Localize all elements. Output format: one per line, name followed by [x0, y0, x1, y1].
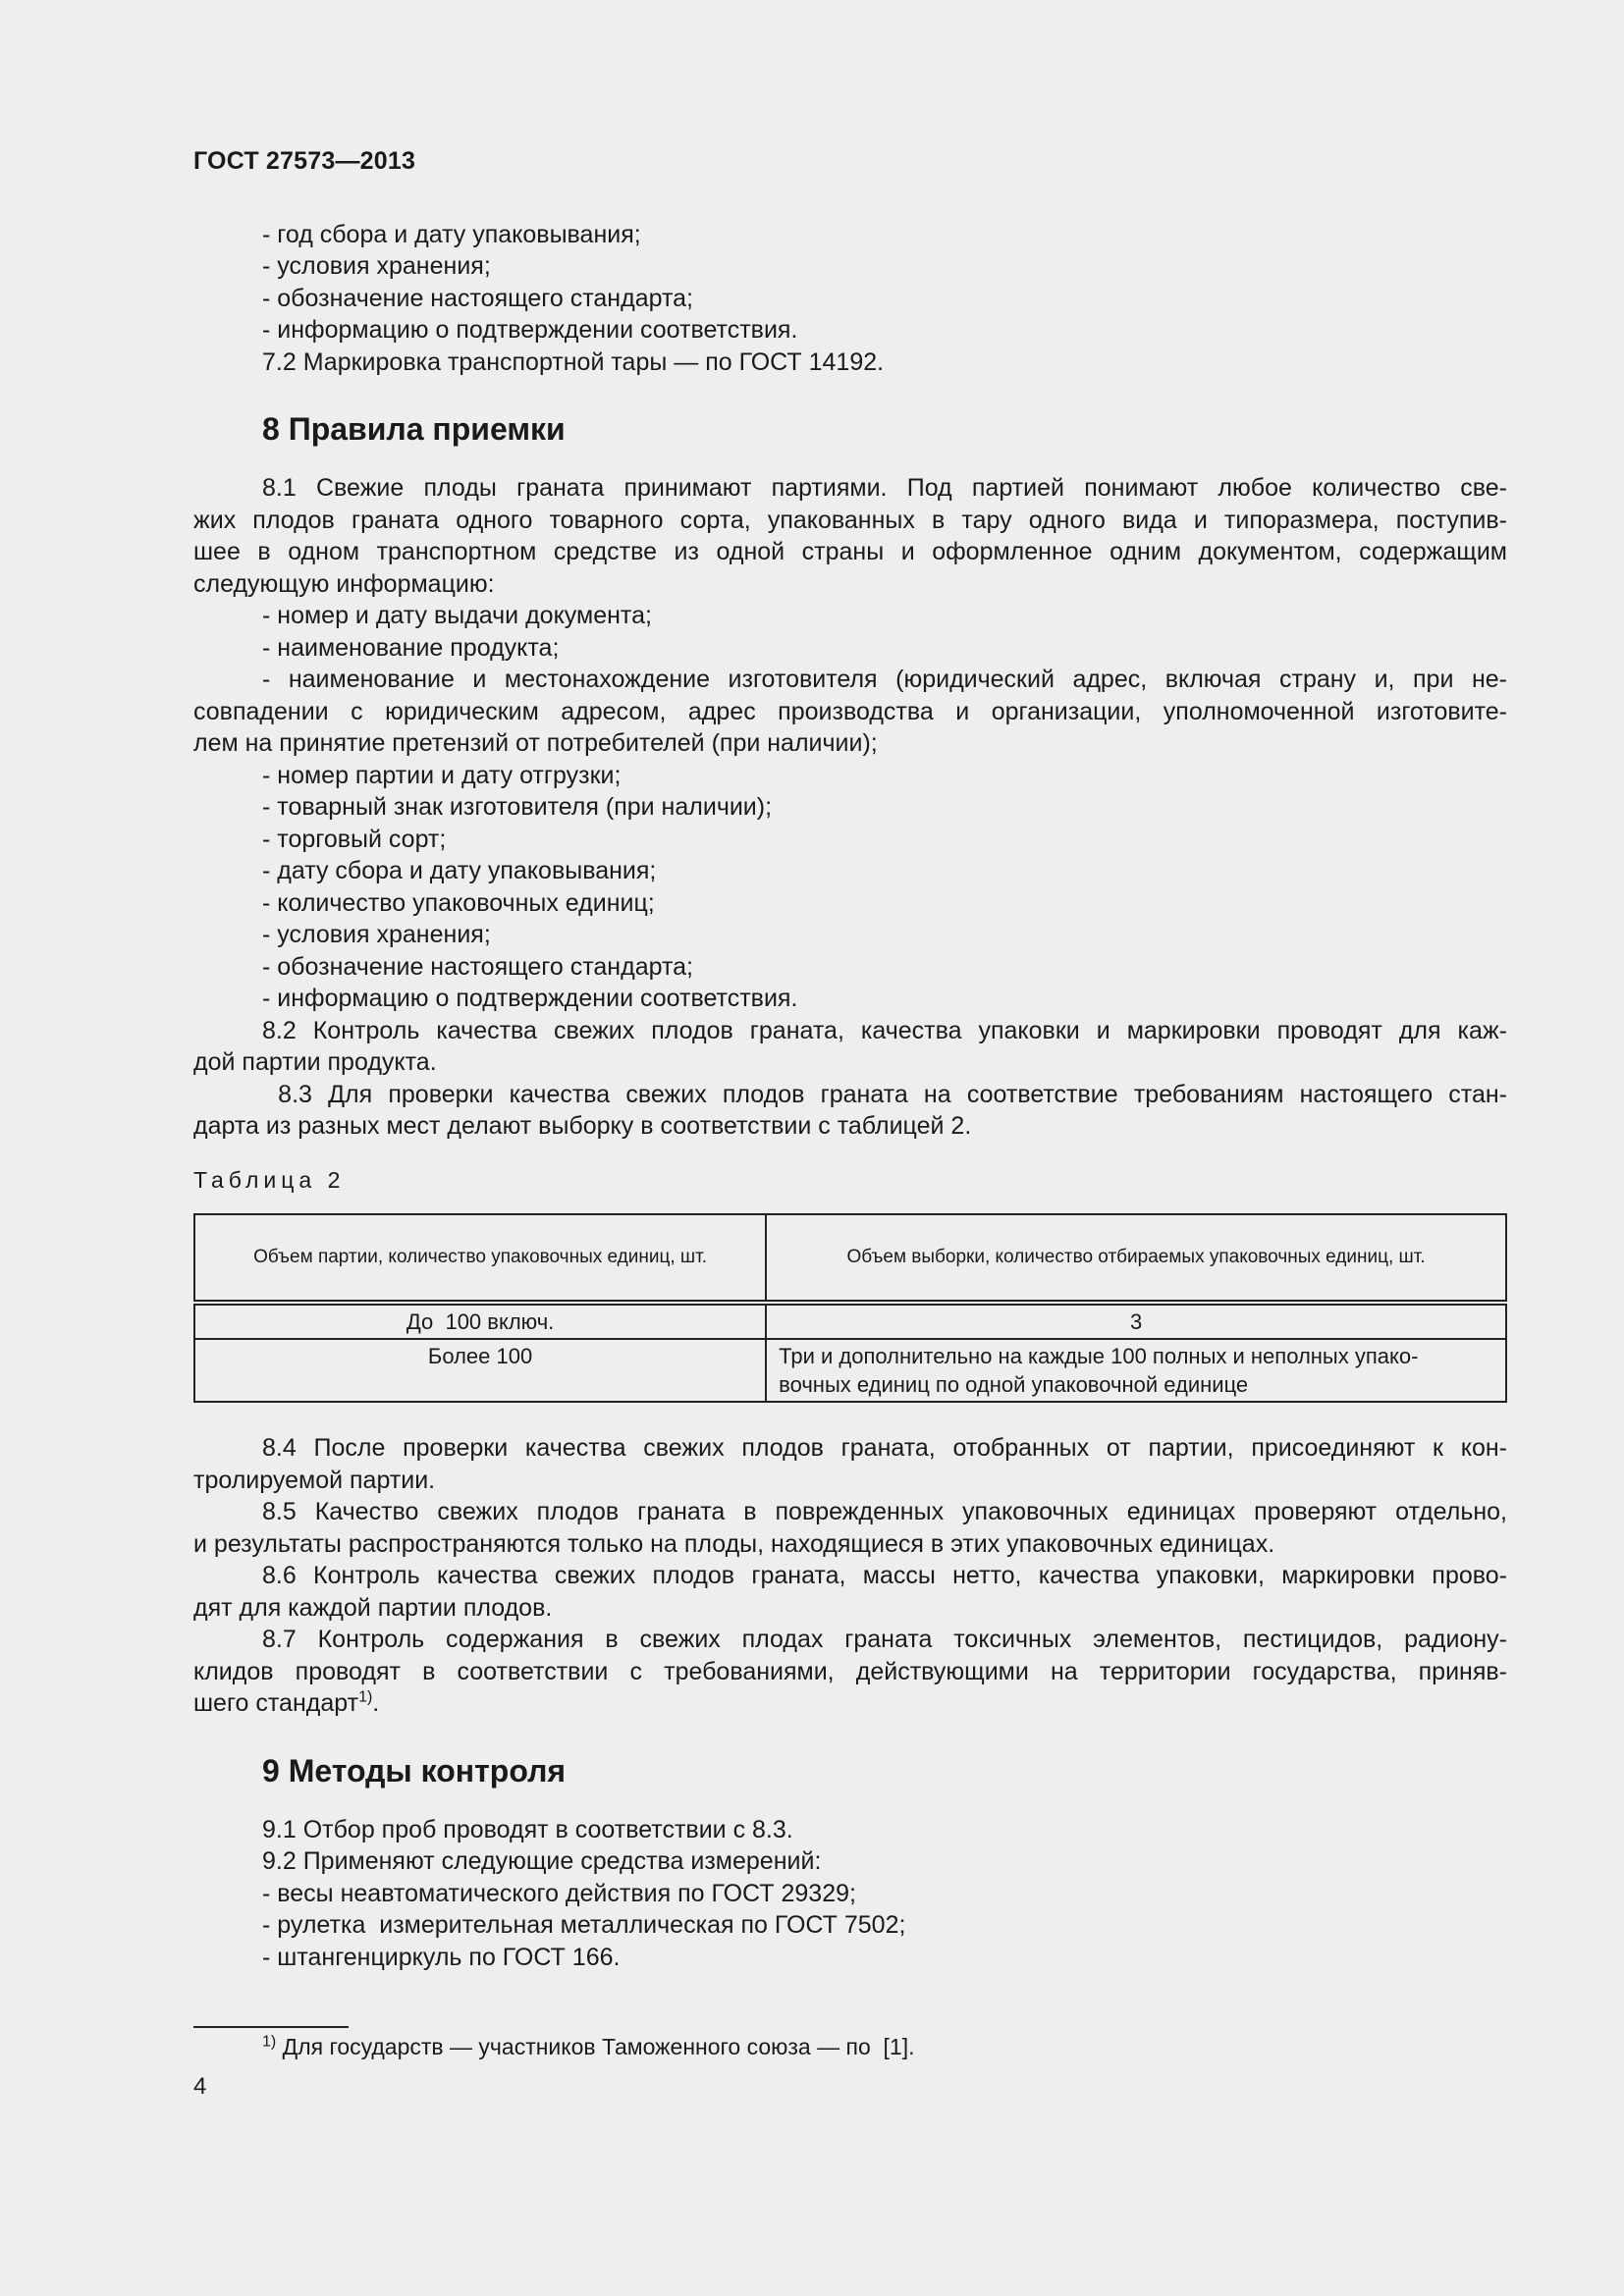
- document-page: [193, 145, 1507, 1973]
- table-cell: 3: [766, 1303, 1506, 1339]
- text-line: и результаты распространяются только на плоды, находящиеся в этих упаковочных единицах.: [193, 1529, 1275, 1558]
- list-item: - рулетка измерительная металлическая по ГОСТ 7502;: [262, 1911, 906, 1939]
- clause-8-5: [193, 1496, 1507, 1560]
- text-line: 8.7 Контроль содержания в свежих плодах граната токсичных элементов, пестицидов, радиону-: [262, 1626, 1507, 1653]
- text-line: совпадении с юридическим адресом, адрес производства и организации, уполномоченной изготовите-: [193, 697, 1507, 725]
- table-header-row: [194, 1214, 1506, 1303]
- list-item: - условия хранения;: [262, 252, 491, 280]
- footnote-separator: [193, 2026, 349, 2028]
- text-line: [193, 1687, 1507, 1720]
- text-line: 8.6 Контроль качества свежих плодов граната, массы нетто, качества упаковки, маркировки прово-: [262, 1562, 1507, 1589]
- text-line: следующую информацию:: [193, 569, 495, 598]
- text-line: дарта из разных мест делают выборку в соответствии с таблицей 2.: [193, 1112, 972, 1140]
- list-item: - дату сбора и дату упаковывания;: [262, 857, 657, 884]
- table-row: [194, 1303, 1506, 1339]
- clause-9-1: 9.1 Отбор проб проводят в соответствии с 8.3.: [262, 1815, 793, 1843]
- footnote-text: Для государств — участников Таможенного союза — по [1].: [276, 2034, 915, 2059]
- sample-size-table: [193, 1213, 1507, 1403]
- document-header: ГОСТ 27573—2013: [193, 147, 416, 175]
- table-cell: До 100 включ.: [194, 1303, 766, 1339]
- list-item: - номер и дату выдачи документа;: [262, 602, 652, 629]
- text-line: 8.3 Для проверки качества свежих плодов граната на соответствие требованиям настоящего стан-: [262, 1080, 1507, 1108]
- text-line: 8.2 Контроль качества свежих плодов граната, качества упаковки и маркировки проводят для каж-: [262, 1016, 1507, 1044]
- table-caption: Таблица 2: [193, 1166, 346, 1193]
- list-item: - количество упаковочных единиц;: [262, 888, 655, 917]
- list-item: - обозначение настоящего стандарта;: [262, 952, 693, 981]
- text-fragment: шего стандарт: [193, 1689, 359, 1717]
- list-item: - обозначение настоящего стандарта;: [262, 284, 693, 312]
- text-fragment: .: [372, 1689, 380, 1717]
- clause-8-6: [193, 1560, 1507, 1624]
- clause-7-2: 7.2 Маркировка транспортной тары — по ГОСТ 14192.: [262, 347, 885, 376]
- footnote-reference[interactable]: 1): [358, 1688, 373, 1706]
- text-line: лем на принятие претензий от потребителей (при наличии);: [193, 729, 878, 757]
- section7-tail: [193, 219, 1507, 379]
- text-line: 8.4 После проверки качества свежих плодов граната, отобранных от партии, присоединяют к кон-: [262, 1434, 1507, 1462]
- table-header-cell: Объем партии, количество упаковочных единиц, шт.: [194, 1214, 766, 1303]
- text-line: клидов проводят в соответствии с требованиями, действующими на территории государства, приняв-: [193, 1657, 1507, 1685]
- list-item: - информацию о подтверждении соответствия.: [262, 316, 798, 344]
- text-line: 8.5 Качество свежих плодов граната в поврежденных упаковочных единицах проверяют отдельно,: [262, 1498, 1507, 1525]
- list-item: - товарный знак изготовителя (при наличии);: [262, 793, 773, 821]
- text-line: дой партии продукта.: [193, 1048, 437, 1076]
- list-item: - весы неавтоматического действия по ГОСТ 29329;: [262, 1879, 856, 1907]
- footnote-marker: 1): [262, 2033, 277, 2051]
- clause-8-7: [193, 1624, 1507, 1720]
- text-line: дят для каждой партии плодов.: [193, 1593, 553, 1622]
- list-item: - торговый сорт;: [262, 825, 447, 853]
- clause-8-2: [193, 1015, 1507, 1079]
- clause-8-1: [193, 472, 1507, 1015]
- text-line: жих плодов граната одного товарного сорта, упакованных в тару одного вида и типоразмера, поступив-: [193, 506, 1507, 534]
- text-line: - наименование и местонахождение изготовителя (юридический адрес, включая страну и, при не-: [262, 666, 1507, 693]
- table-row: [194, 1339, 1506, 1402]
- text-line: тролируемой партии.: [193, 1466, 436, 1494]
- list-item: - год сбора и дату упаковывания;: [262, 220, 641, 248]
- list-item: - информацию о подтверждении соответствия.: [262, 985, 798, 1012]
- clause-8-3: [193, 1079, 1507, 1143]
- cell-line: вочных единиц по одной упаковочной единице: [779, 1372, 1249, 1397]
- list-item: - штангенциркуль по ГОСТ 166.: [262, 1943, 621, 1971]
- table-cell: [766, 1339, 1506, 1402]
- footnote: [262, 2032, 915, 2061]
- section9-title: 9 Методы контроля: [262, 1752, 567, 1789]
- section8-title: 8 Правила приемки: [262, 411, 566, 447]
- table-header-cell: Объем выборки, количество отбираемых упаковочных единиц, шт.: [766, 1214, 1506, 1303]
- clause-9-2: 9.2 Применяют следующие средства измерений:: [262, 1847, 822, 1875]
- page-number: 4: [193, 2073, 207, 2100]
- list-item: - номер партии и дату отгрузки;: [262, 761, 622, 789]
- list-item: - условия хранения;: [262, 921, 491, 948]
- list-item: - наименование продукта;: [262, 633, 560, 662]
- table-cell: Более 100: [194, 1339, 766, 1402]
- section9-body: [193, 1814, 1507, 1974]
- text-line: 8.1 Свежие плоды граната принимают партиями. Под партией понимают любое количество све-: [262, 474, 1507, 502]
- text-line: шее в одном транспортном средстве из одной страны и оформленное одним документом, содержащим: [193, 538, 1507, 565]
- clause-8-4: [193, 1432, 1507, 1496]
- cell-line: Три и дополнительно на каждые 100 полных и неполных упако-: [779, 1344, 1419, 1368]
